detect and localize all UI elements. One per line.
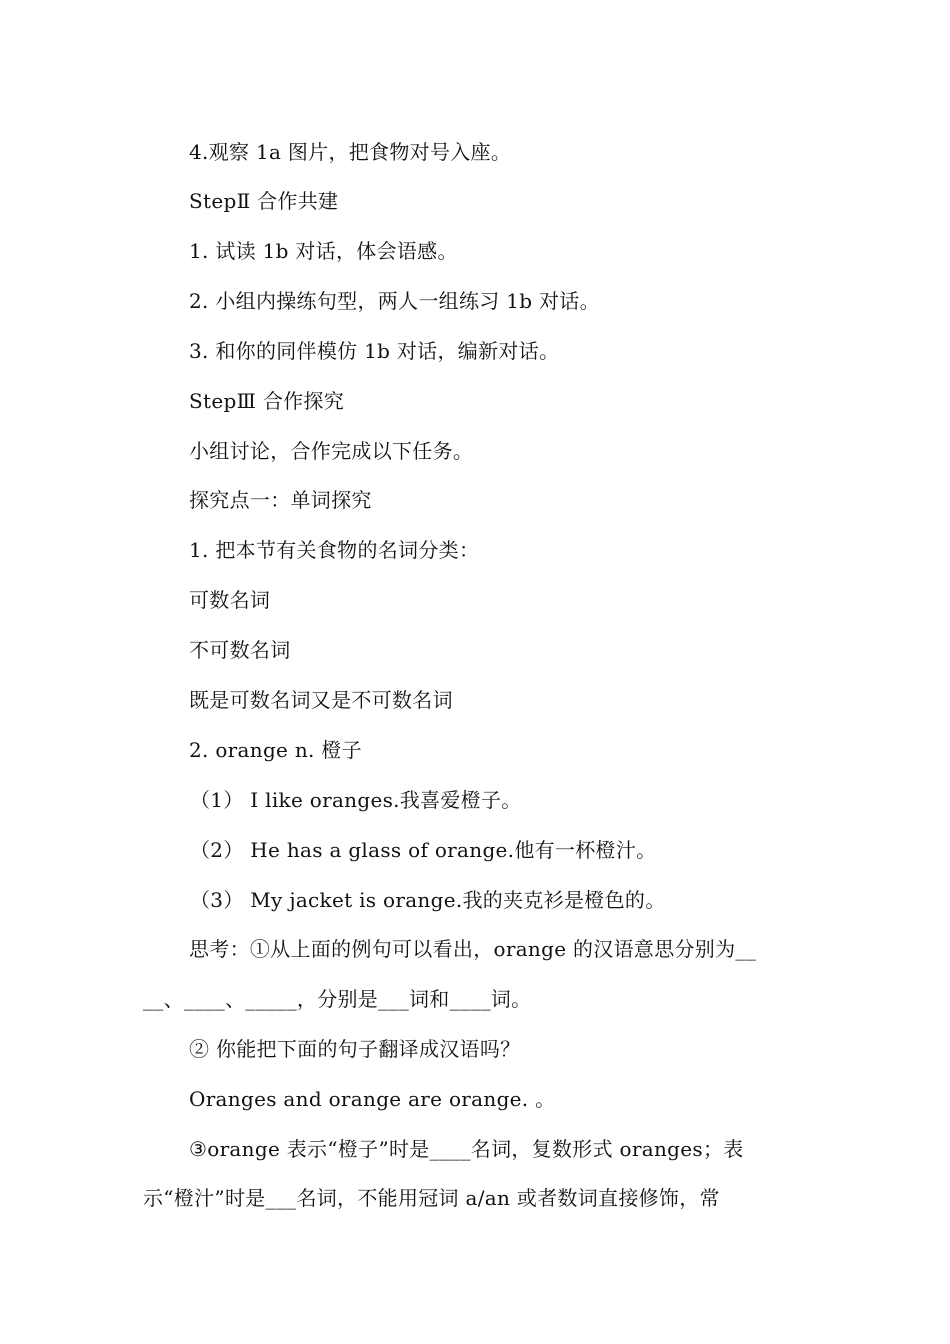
question-text: ② 你能把下面的句子翻译成汉语吗？: [189, 1037, 521, 1061]
text-line: 可数名词: [189, 588, 271, 612]
section-heading: StepⅢ 合作探究: [189, 389, 345, 413]
example-sentence: （2） He has a glass of orange.他有一杯橙汁。: [190, 838, 657, 862]
text-line: 2. orange n. 橙子: [189, 738, 362, 762]
question-text: 示“橙汁”时是___名词，不能用冠词 a/an 或者数词直接修饰，常: [143, 1186, 720, 1210]
text-line: 1. 把本节有关食物的名词分类：: [189, 538, 480, 562]
text-line: 3. 和你的同伴模仿 1b 对话，编新对话。: [189, 339, 560, 363]
subsection-heading: 探究点一：单词探究: [189, 488, 372, 512]
text-line: 1. 试读 1b 对话，体会语感。: [189, 239, 458, 263]
text-line: Oranges and orange are orange. 。: [189, 1087, 556, 1111]
question-text: ③orange 表示“橙子”时是____名词，复数形式 oranges；表: [189, 1137, 744, 1161]
question-text: 思考：①从上面的例句可以看出，orange 的汉语意思分别为__: [189, 937, 757, 961]
question-text: __、____、_____，分别是___词和____词。: [143, 987, 532, 1011]
text-line: 2. 小组内操练句型，两人一组练习 1b 对话。: [189, 289, 600, 313]
example-sentence: （3） My jacket is orange.我的夹克衫是橙色的。: [190, 888, 666, 912]
example-sentence: （1） I like oranges.我喜爱橙子。: [190, 788, 522, 812]
text-line: 既是可数名词又是不可数名词: [189, 688, 453, 712]
section-heading: StepⅡ 合作共建: [189, 189, 339, 213]
text-line: 不可数名词: [189, 638, 291, 662]
text-line: 小组讨论，合作完成以下任务。: [189, 439, 474, 463]
text-line: 4.观察 1a 图片，把食物对号入座。: [189, 140, 512, 164]
